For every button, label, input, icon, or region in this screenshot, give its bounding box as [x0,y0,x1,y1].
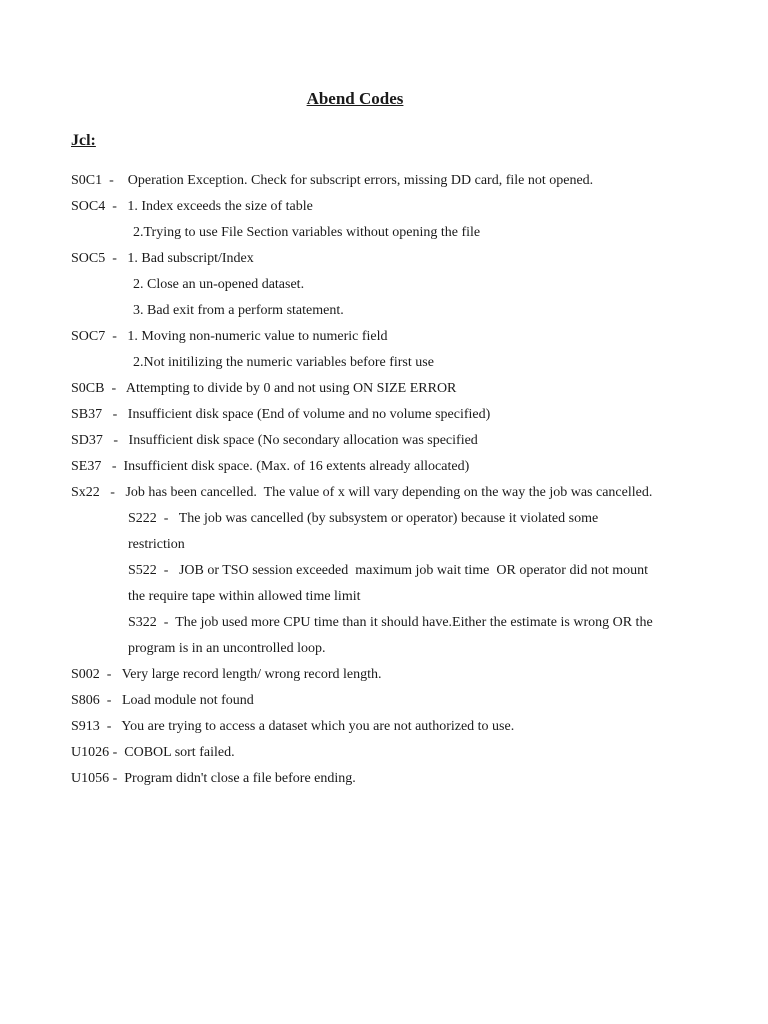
abend-entry-s913: S913 - You are trying to access a dataset which you are not authorized to use. [71,719,515,734]
abend-entry-s322: S322 - The job used more CPU time than it should have.Either the estimate is wrong OR the [128,615,653,630]
abend-entry-sx22: Sx22 - Job has been cancelled. The value of x will vary depending on the way the job was cancelled. [71,485,653,500]
abend-entry-soc7-cont: 2.Not initilizing the numeric variables before first use [133,355,434,370]
abend-entry-soc4-cont: 2.Trying to use File Section variables without opening the file [133,225,481,240]
abend-entry-u1056: U1056 - Program didn't close a file before ending. [71,771,356,786]
abend-entry-soc4: SOC4 - 1. Index exceeds the size of table [71,199,313,214]
abend-entry-s0c1: S0C1 - Operation Exception. Check for subscript errors, missing DD card, file not opened. [71,173,594,188]
abend-entry-s0cb: S0CB - Attempting to divide by 0 and not using ON SIZE ERROR [71,381,457,396]
abend-entry-soc5-cont-1: 2. Close an un-opened dataset. [133,277,305,292]
abend-entry-s522-cont: the require tape within allowed time limit [128,589,361,604]
abend-entry-soc5-cont-2: 3. Bad exit from a perform statement. [133,303,344,318]
abend-entry-s322-cont: program is in an uncontrolled loop. [128,641,326,656]
abend-entry-sd37: SD37 - Insufficient disk space (No secondary allocation was specified [71,433,478,448]
abend-entry-s222: S222 - The job was cancelled (by subsystem or operator) because it violated some [128,511,599,526]
abend-entry-u1026: U1026 - COBOL sort failed. [71,745,235,760]
abend-entry-sb37: SB37 - Insufficient disk space (End of volume and no volume specified) [71,407,491,422]
abend-entry-se37: SE37 - Insufficient disk space. (Max. of 16 extents already allocated) [71,459,470,474]
abend-entry-soc5: SOC5 - 1. Bad subscript/Index [71,251,254,266]
abend-entry-s806: S806 - Load module not found [71,693,254,708]
section-heading-jcl: Jcl: [71,132,96,149]
abend-entry-s222-cont: restriction [128,537,185,552]
abend-entry-soc7: SOC7 - 1. Moving non-numeric value to numeric field [71,329,388,344]
abend-code-list [71,170,731,794]
abend-entry-s522: S522 - JOB or TSO session exceeded maximum job wait time OR operator did not mount [128,563,649,578]
abend-entry-s002: S002 - Very large record length/ wrong record length. [71,667,382,682]
page-title: Abend Codes [306,89,404,108]
